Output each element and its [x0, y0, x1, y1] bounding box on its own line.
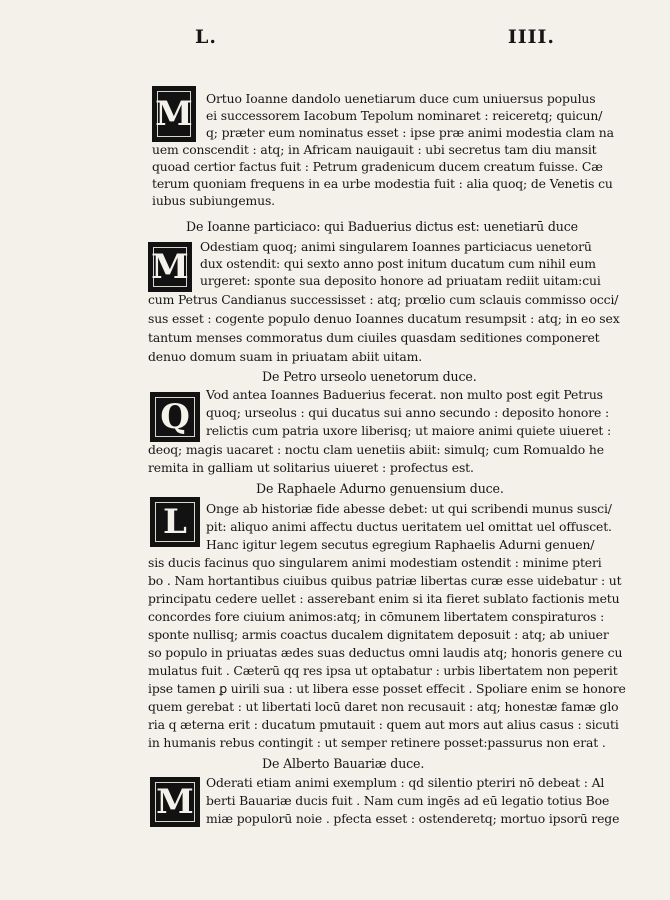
initial-m-bauariae: M	[150, 777, 200, 827]
text-line: denuo domum suam in priuatam abiit uitam.	[148, 349, 422, 364]
text-line: relictis cum patria uxore liberisq; ut maiore animi quiete uiueret :	[206, 423, 612, 438]
text-line: ipse tamen ꝑ uirili sua : ut libera esse posset effecit . Spoliare enim se honore	[148, 681, 626, 696]
text-line: quoad certior factus fuit : Petrum gradenicum ducem creatum fuisse. Cæ	[152, 159, 603, 174]
text-line: uem conscendit : atq; in Africam nauigauit : ubi secretus tam diu mansit	[152, 142, 597, 157]
text-line: iubus subiungemus.	[152, 193, 275, 208]
text-line: urgeret: sponte sua deposito honore ad priuatam rediit uitam:cui	[200, 273, 601, 288]
initial-q-urseolo: Q	[150, 392, 200, 442]
text-line: quem gerebat : ut libertati locū daret non recusauit : atq; honestæ famæ glo	[148, 699, 619, 714]
text-line: tantum menses commoratus dum ciuiles quasdam seditiones componeret	[148, 330, 600, 345]
text-line: quoq; urseolus : qui ducatus sui anno secundo : deposito honore :	[206, 405, 610, 420]
running-head-faded	[313, 28, 463, 44]
initial-m-particiaco: M	[148, 242, 192, 292]
text-line: ei successorem Iacobum Tepolum nominaret : reiceretq; quicun/	[206, 108, 603, 123]
text-line: concordes fore ciuium animos:atq; in cōmunem libertatem conspiraturos :	[148, 609, 605, 624]
text-line: bo . Nam hortantibus ciuibus quibus patriæ libertas curæ esse uidebatur : ut	[148, 573, 622, 588]
running-head	[195, 26, 555, 50]
text-line: q; præter eum nominatus esset : ipse præ animi modestia clam na	[206, 125, 614, 140]
text-line: deoq; magis uacaret : noctu clam uenetiis abiit: simulq; cum Romualdo he	[148, 442, 604, 457]
section-heading: De Alberto Bauariæ duce.	[262, 756, 425, 771]
text-line: pit: aliquo animi affectu ductus ueritatem uel omittat uel offuscet.	[206, 519, 612, 534]
initial-m-dandolo: M	[152, 86, 196, 142]
text-line: Oderati etiam animi exemplum : qd silentio pteriri nō debeat : Al	[206, 775, 605, 790]
initial-l-adurno: L	[150, 497, 200, 547]
text-line: sponte nullisq; armis coactus ducalem dignitatem deposuit : atq; ab uniuer	[148, 627, 609, 642]
text-line: cum Petrus Candianus successisset : atq; prœlio cum sclauis commisso occi/	[148, 292, 619, 307]
running-head-left: L.	[195, 26, 217, 48]
text-line: berti Bauariæ ducis fuit . Nam cum ingēs ad eū legatio totius Boe	[206, 793, 610, 808]
section-heading: De Raphaele Adurno genuensium duce.	[256, 481, 504, 496]
text-line: remita in galliam ut solitarius uiueret : profectus est.	[148, 460, 474, 475]
text-line: sis ducis facinus quo singularem animi modestiam ostendit : minime pteri	[148, 555, 602, 570]
text-line: Vod antea Ioannes Baduerius fecerat. non multo post egit Petrus	[206, 387, 603, 402]
folio-number: IIII.	[507, 26, 555, 48]
text-line: principatu cedere uellet : asserebant enim si ita fieret sublato factionis metu	[148, 591, 620, 606]
text-line: dux ostendit: qui sexto anno post initum ducatum cum nihil eum	[200, 256, 596, 271]
text-line: mulatus fuit . Cæterū qq res ipsa ut optabatur : urbis libertatem non peperit	[148, 663, 618, 678]
text-line: sus esset : cogente populo denuo Ioannes ducatum resumpsit : atq; in eo sex	[148, 311, 620, 326]
text-line: so populo in priuatas ædes suas deductus omni laudis atq; honoris genere cu	[148, 645, 623, 660]
text-line: Odestiam quoq; animi singularem Ioannes particiacus uenetorū	[200, 239, 592, 254]
section-heading: De Petro urseolo uenetorum duce.	[262, 369, 477, 384]
text-line: terum quoniam frequens in ea urbe modestia fuit : alia quoq; de Venetis cu	[152, 176, 613, 191]
text-line: Onge ab historiæ fide abesse debet: ut qui scribendi munus susci/	[206, 501, 612, 516]
text-line: in humanis rebus contingit : ut semper retinere posset:passurus non erat .	[148, 735, 606, 750]
section-heading: De Ioanne particiaco: qui Baduerius dictus est: uenetiarū duce	[186, 219, 578, 234]
text-line: miæ populorū noie . pfecta esset : ostenderetq; mortuo ipsorū rege	[206, 811, 620, 826]
text-line: ria q æterna erit : ducatum pmutauit : quem aut mors aut alius casus : sicuti	[148, 717, 619, 732]
text-line: Ortuo Ioanne dandolo uenetiarum duce cum uniuersus populus	[206, 91, 596, 106]
text-line: Hanc igitur legem secutus egregium Raphaelis Adurni genuen/	[206, 537, 595, 552]
